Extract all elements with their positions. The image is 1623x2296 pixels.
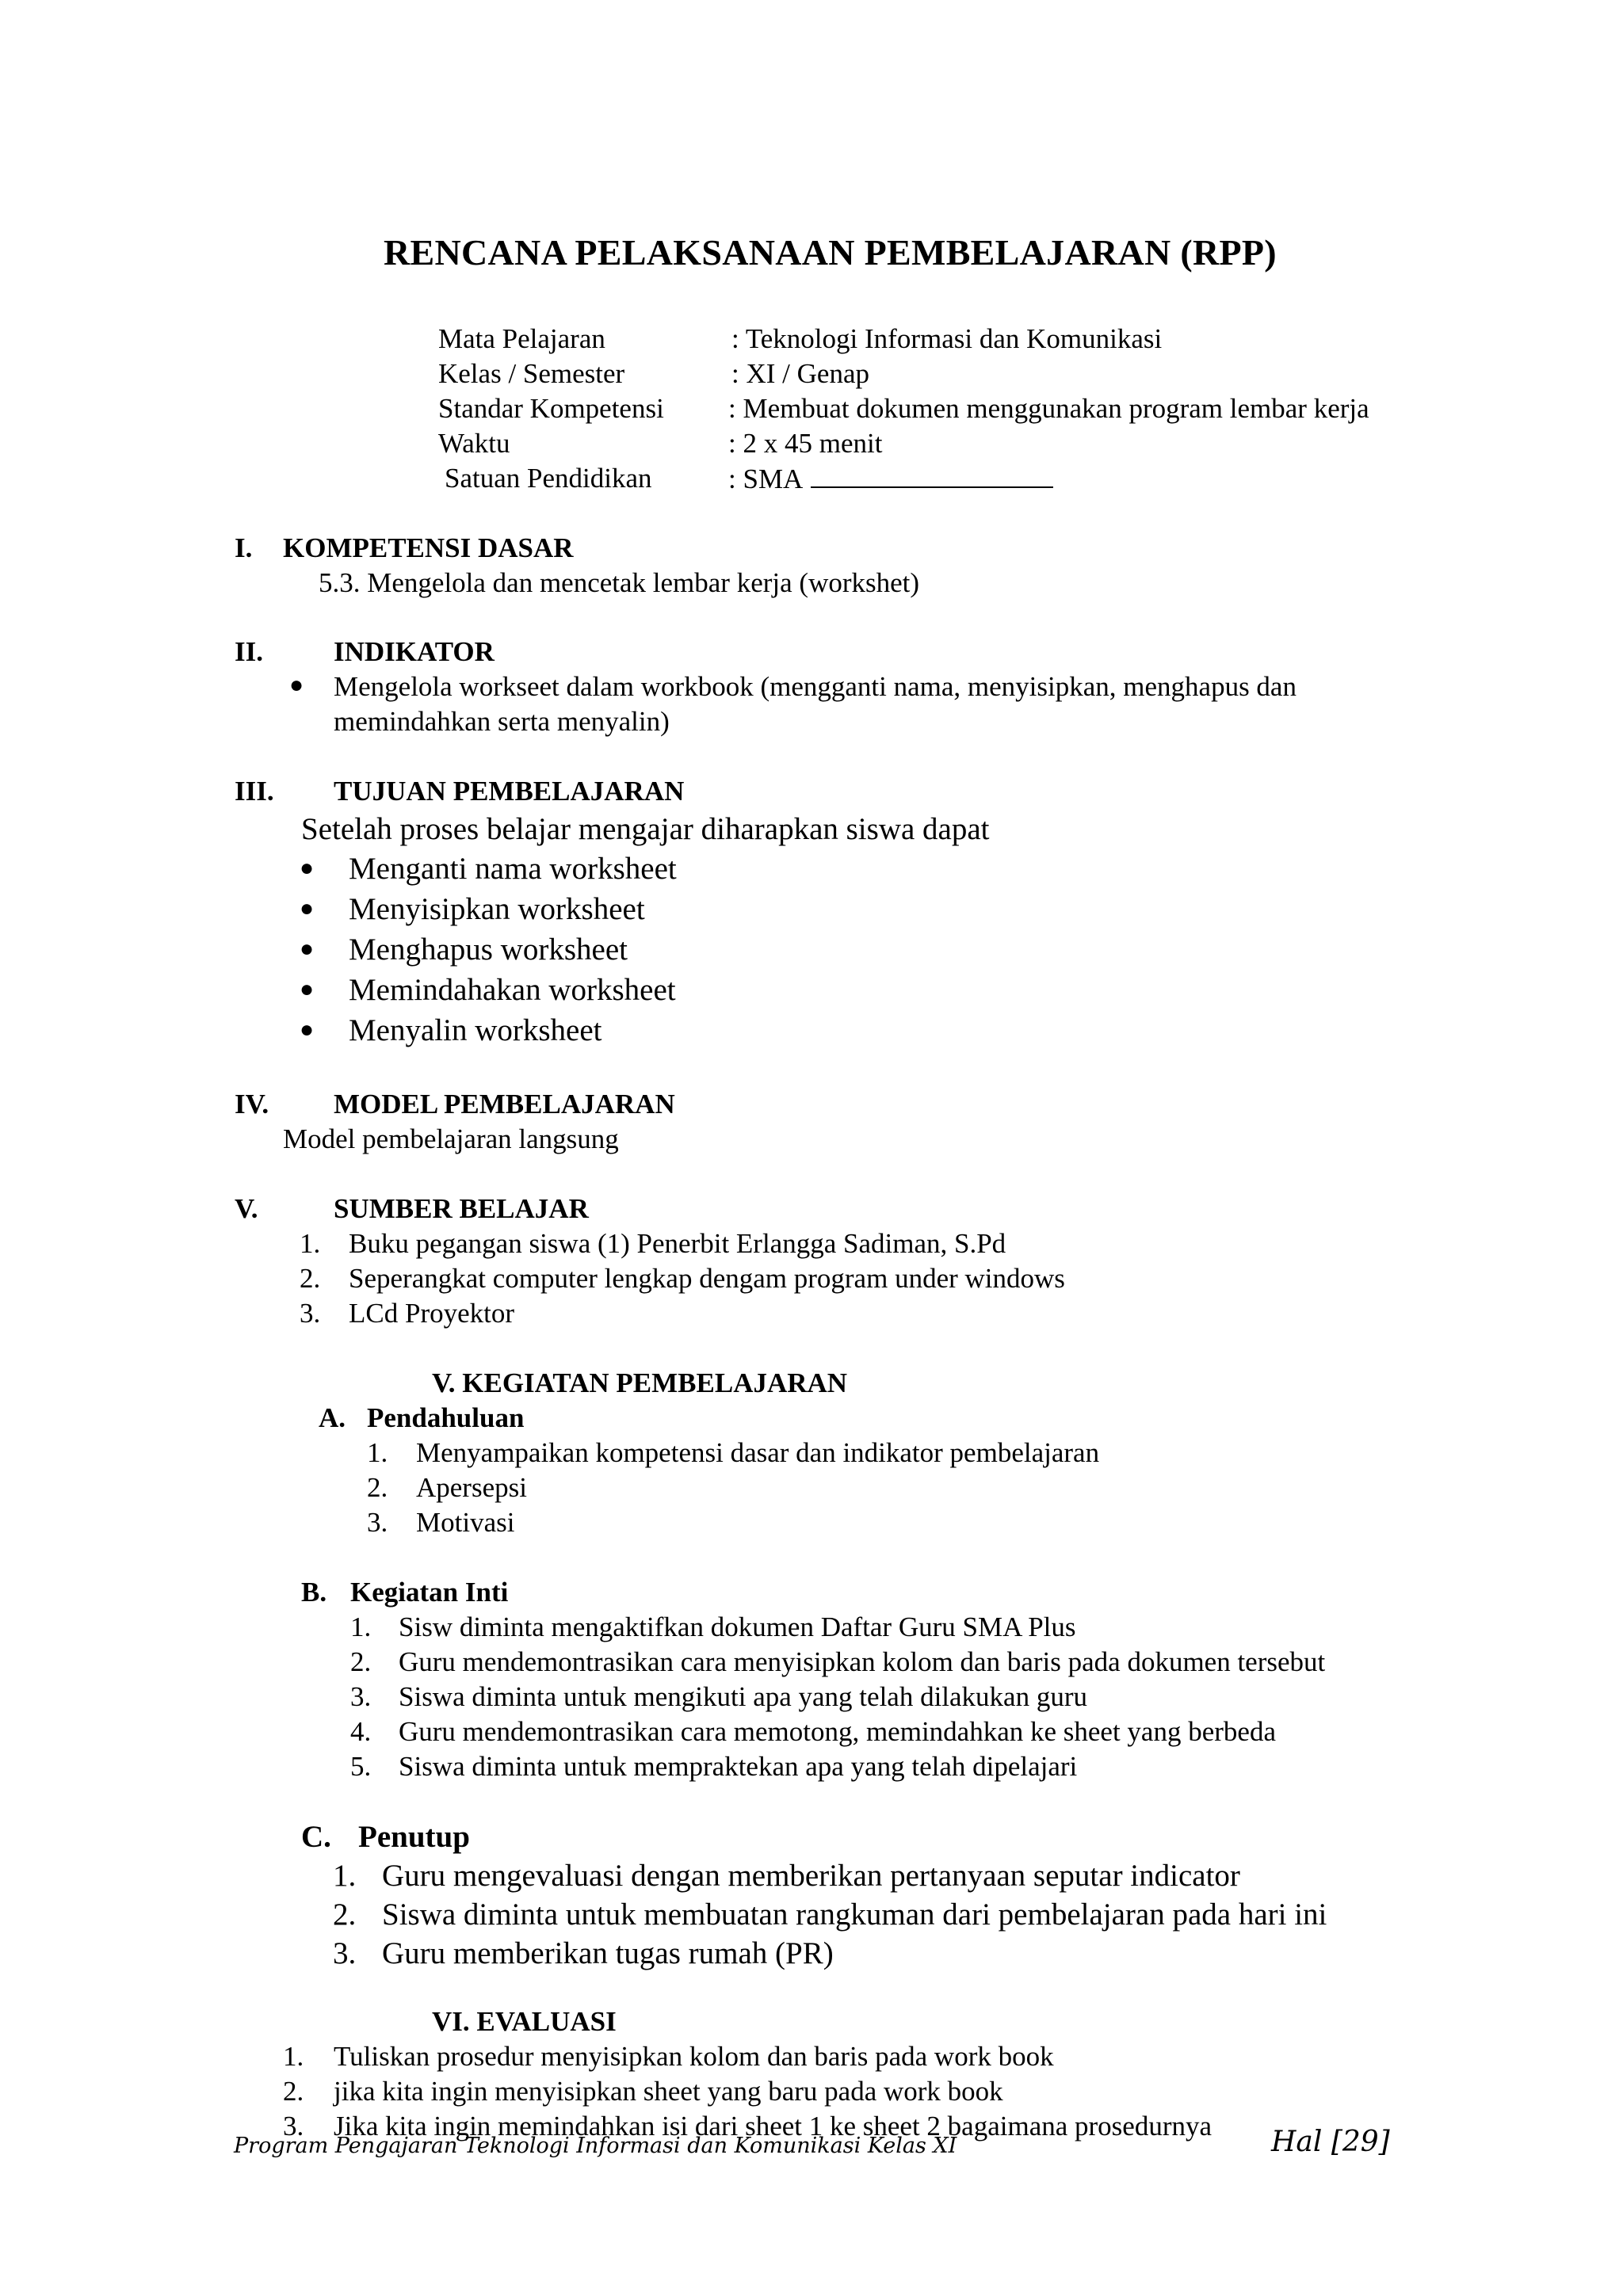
evaluasi-title: VI. EVALUASI — [432, 2006, 617, 2037]
list-item: jika kita ingin menyisipkan sheet yang baru pada work book — [334, 2076, 1003, 2107]
header-value: : XI / Genap — [731, 358, 869, 389]
list-item: Motivasi — [416, 1507, 515, 1538]
list-item: Apersepsi — [416, 1472, 527, 1503]
list-item: Guru mendemontrasikan cara memotong, memindahkan ke sheet yang berbeda — [399, 1716, 1276, 1747]
header-key: Standar Kompetensi — [438, 393, 664, 424]
list-item: Guru memberikan tugas rumah (PR) — [382, 1936, 834, 1970]
footer-program-title: Program Pengajaran Teknologi Informasi dan Komunikasi Kelas XI — [234, 2134, 957, 2158]
list-item: Sisw diminta mengaktifkan dokumen Daftar Guru SMA Plus — [399, 1611, 1076, 1642]
subsection-label: C. — [301, 1820, 331, 1854]
section-title: KOMPETENSI DASAR — [283, 532, 574, 563]
section-title: MODEL PEMBELAJARAN — [334, 1089, 675, 1119]
subsection-label: A. — [319, 1402, 346, 1433]
list-number: 4. — [350, 1716, 372, 1747]
header-key: Mata Pelajaran — [438, 323, 605, 354]
list-number: 1. — [350, 1611, 372, 1642]
footer-page-number: Hal [29] — [1271, 2126, 1390, 2158]
bullet-icon: ● — [300, 936, 315, 962]
section-text: memindahkan serta menyalin) — [334, 706, 670, 737]
section-intro: Setelah proses belajar mengajar diharapkan siswa dapat — [301, 812, 990, 846]
header-value: : SMA — [728, 463, 1053, 495]
header-value: : Teknologi Informasi dan Komunikasi — [731, 323, 1163, 354]
list-item: Menganti nama worksheet — [349, 852, 677, 886]
subsection-title: Pendahuluan — [367, 1402, 525, 1433]
list-item: LCd Proyektor — [349, 1298, 515, 1329]
list-item: Tuliskan prosedur menyisipkan kolom dan baris pada work book — [334, 2041, 1054, 2072]
list-number: 3. — [350, 1681, 372, 1712]
list-number: 3. — [300, 1298, 321, 1329]
bullet-icon: ● — [300, 1016, 315, 1043]
list-item: Siswa diminta untuk membuatan rangkuman dari pembelajaran pada hari ini — [382, 1897, 1327, 1932]
list-number: 5. — [350, 1751, 372, 1782]
list-item: Jika kita ingin memindahkan isi dari sheet 1 ke sheet 2 bagaimana prosedurnya — [334, 2111, 1212, 2142]
bullet-icon: ● — [289, 672, 304, 698]
list-item: Guru mengevaluasi dengan memberikan pertanyaan seputar indicator — [382, 1859, 1240, 1893]
header-value: : Membuat dokumen menggunakan program lembar kerja — [728, 393, 1369, 424]
list-number: 1. — [300, 1228, 321, 1259]
list-item: Buku pegangan siswa (1) Penerbit Erlangga Sadiman, S.Pd — [349, 1228, 1006, 1259]
list-item: Menyampaikan kompetensi dasar dan indikator pembelajaran — [416, 1437, 1100, 1468]
section-text: 5.3. Mengelola dan mencetak lembar kerja (workshet) — [319, 567, 920, 598]
list-number: 3. — [333, 1936, 357, 1970]
bullet-icon: ● — [300, 976, 315, 1002]
list-item: Menyalin worksheet — [349, 1013, 602, 1047]
section-title: SUMBER BELAJAR — [334, 1193, 589, 1224]
subsection-title: Kegiatan Inti — [350, 1577, 509, 1608]
list-item: Menghapus worksheet — [349, 933, 628, 967]
list-number: 1. — [283, 2041, 304, 2072]
list-number: 2. — [333, 1897, 357, 1932]
section-text: Mengelola workseet dalam workbook (mengganti nama, menyisipkan, menghapus dan — [334, 671, 1296, 702]
bullet-icon: ● — [300, 895, 315, 921]
section-text: Model pembelajaran langsung — [283, 1123, 619, 1154]
header-key: Kelas / Semester — [438, 358, 625, 389]
list-number: 2. — [350, 1646, 372, 1677]
list-item: Menyisipkan worksheet — [349, 892, 645, 926]
list-item: Siswa diminta untuk mempraktekan apa yang telah dipelajari — [399, 1751, 1078, 1782]
bullet-icon: ● — [300, 855, 315, 881]
list-item: Seperangkat computer lengkap dengam program under windows — [349, 1263, 1065, 1294]
header-key: Satuan Pendidikan — [445, 463, 652, 494]
list-number: 2. — [367, 1472, 388, 1503]
list-number: 3. — [283, 2111, 304, 2142]
list-item: Memindahakan worksheet — [349, 973, 676, 1007]
section-number: III. — [235, 776, 274, 807]
list-number: 2. — [300, 1263, 321, 1294]
list-number: 1. — [367, 1437, 388, 1468]
header-value: : 2 x 45 menit — [728, 428, 883, 459]
kegiatan-title: V. KEGIATAN PEMBELAJARAN — [432, 1367, 848, 1398]
section-title: TUJUAN PEMBELAJARAN — [334, 776, 685, 807]
list-number: 1. — [333, 1859, 357, 1893]
list-number: 2. — [283, 2076, 304, 2107]
list-item: Siswa diminta untuk mengikuti apa yang telah dilakukan guru — [399, 1681, 1088, 1712]
section-title: INDIKATOR — [334, 636, 495, 667]
subsection-label: B. — [301, 1577, 327, 1608]
list-number: 3. — [367, 1507, 388, 1538]
section-number: IV. — [235, 1089, 269, 1119]
list-item: Guru mendemontrasikan cara menyisipkan kolom dan baris pada dokumen tersebut — [399, 1646, 1326, 1677]
section-number: II. — [235, 636, 263, 667]
page-title: RENCANA PELAKSANAAN PEMBELAJARAN (RPP) — [384, 232, 1277, 273]
section-number: V. — [235, 1193, 258, 1224]
subsection-title: Penutup — [358, 1820, 470, 1854]
section-number: I. — [235, 532, 253, 563]
blank-line — [811, 463, 1053, 488]
header-key: Waktu — [438, 428, 510, 459]
